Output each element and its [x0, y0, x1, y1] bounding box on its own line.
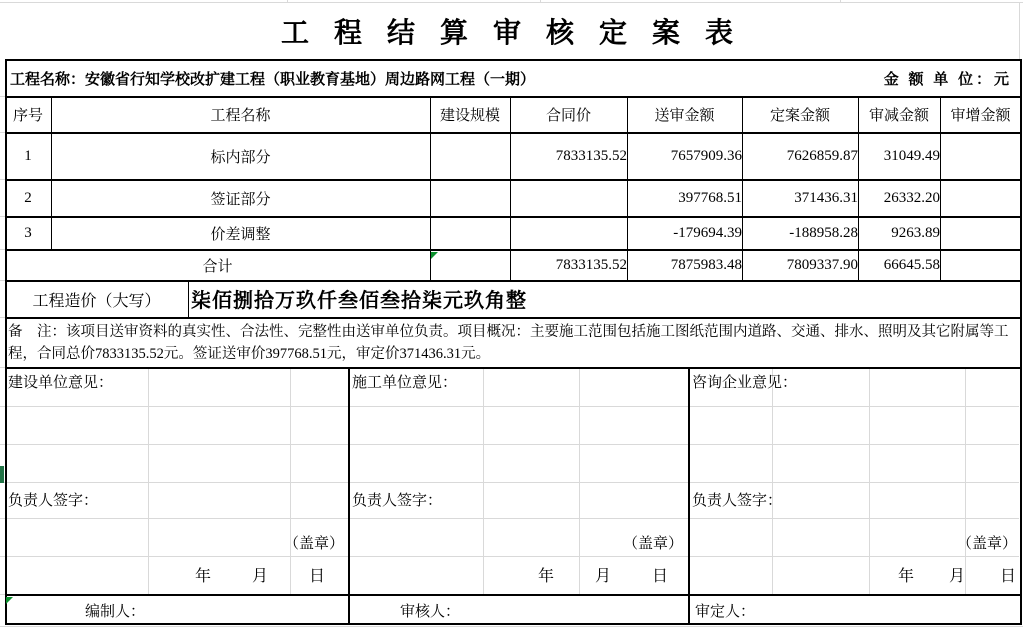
col-header-scale: 建设规模	[439, 108, 500, 124]
seal-label: （盖章）	[283, 535, 344, 552]
date-year: 年	[538, 568, 555, 585]
total-reduced-amount: 66645.58	[883, 256, 940, 273]
border-line	[5, 594, 1021, 596]
cell-reduced-amount: 9263.89	[891, 224, 940, 241]
date-line	[898, 563, 1016, 585]
grid-line	[579, 368, 580, 594]
border-line	[5, 179, 1021, 181]
opinion-title: 咨询企业意见：	[692, 374, 798, 391]
date-day: 日	[651, 568, 668, 585]
date-month: 月	[948, 568, 965, 585]
cell-submitted-amount: 7657909.36	[670, 147, 742, 164]
cell-serial: 2	[24, 189, 32, 206]
grid-line	[869, 368, 870, 594]
cell-final-amount: -188958.28	[789, 224, 858, 241]
border-line	[5, 96, 1021, 98]
border-line	[5, 317, 1021, 319]
grid-line	[6, 406, 1019, 407]
cell-serial: 3	[24, 224, 32, 241]
amount-words-value: 柒佰捌拾万玖仟叁佰叁拾柒元玖角整	[191, 290, 527, 312]
cell-submitted-amount: -179694.39	[673, 224, 742, 241]
sign-label: 负责人签字：	[8, 492, 99, 509]
opinion-title: 施工单位意见：	[352, 374, 458, 391]
col-header-submitted-amount: 送审金额	[654, 108, 715, 124]
project-name: 工程名称：安徽省行知学校改扩建工程（职业教育基地）周边路网工程（一期）	[10, 72, 536, 88]
total-final-amount: 7809337.90	[786, 256, 858, 273]
total-label: 合计	[202, 258, 233, 275]
cell-project-name: 签证部分	[210, 191, 271, 208]
approver-label: 审定人：	[695, 603, 756, 620]
border-line	[5, 623, 1021, 625]
col-header-increased-amount: 审增金额	[950, 108, 1011, 124]
amount-unit: 金 额 单 位：元	[883, 72, 1012, 88]
grid-line	[772, 368, 773, 594]
border-line	[5, 367, 1021, 369]
date-day: 日	[308, 568, 325, 585]
grid-line	[965, 368, 966, 594]
col-header-reduced-amount: 审减金额	[868, 108, 929, 124]
border-line	[5, 132, 1021, 134]
cell-serial: 1	[24, 147, 32, 164]
cell-final-amount: 7626859.87	[786, 147, 858, 164]
cell-final-amount: 371436.31	[794, 189, 858, 206]
error-indicator-triangle	[6, 597, 13, 604]
cell-contract-price: 7833135.52	[555, 147, 627, 164]
grid-line	[6, 518, 1019, 519]
col-header-final-amount: 定案金额	[769, 108, 830, 124]
date-year: 年	[898, 568, 915, 585]
cell-project-name: 价差调整	[210, 226, 271, 243]
cell-project-name: 标内部分	[210, 149, 271, 166]
cell-submitted-amount: 397768.51	[678, 189, 742, 206]
error-indicator-triangle	[431, 252, 438, 259]
date-month: 月	[594, 568, 611, 585]
sign-label: 负责人签字：	[352, 492, 443, 509]
seal-label: （盖章）	[622, 535, 683, 552]
col-header-contract-price: 合同价	[545, 108, 591, 124]
total-contract-price: 7833135.52	[555, 256, 627, 273]
form-title: 工 程 结 算 审 核 定 案 表	[280, 18, 742, 49]
border-line	[688, 367, 690, 625]
date-year: 年	[195, 568, 212, 585]
grid-line	[6, 482, 1019, 483]
grid-line	[483, 368, 484, 594]
sign-label: 负责人签字：	[692, 492, 783, 509]
col-header-project-name: 工程名称	[210, 108, 271, 124]
date-day: 日	[999, 568, 1016, 585]
grid-line	[1019, 2, 1020, 59]
date-line	[195, 563, 325, 585]
grid-line	[148, 368, 149, 594]
grid-line	[6, 556, 1019, 557]
date-line	[538, 563, 668, 585]
remark-text: 备 注：该项目送审资料的真实性、合法性、完整性由送审单位负责。项目概况：主要施工范围包括施工图纸范围内道路、交通、排水、照明及其它附属等工程，合同总价7833135.52元。签证送审价397768.51元，审定价371436.31元。	[8, 324, 1009, 362]
preparer-label: 编制人：	[85, 603, 146, 620]
seal-label: （盖章）	[956, 535, 1017, 552]
grid-line	[6, 444, 1019, 445]
opinion-title: 建设单位意见：	[8, 374, 114, 391]
border-line	[1020, 59, 1022, 625]
grid-line	[290, 368, 291, 594]
date-month: 月	[251, 568, 268, 585]
col-header-serial: 序号	[12, 108, 43, 124]
grid-line	[0, 2, 1023, 3]
border-line	[5, 59, 1021, 61]
cell-reduced-amount: 31049.49	[883, 147, 940, 164]
cell-reduced-amount: 26332.20	[883, 189, 940, 206]
reviewer-label: 审核人：	[400, 603, 461, 620]
selection-marker	[0, 466, 4, 483]
border-line	[348, 367, 350, 625]
total-submitted-amount: 7875983.48	[670, 256, 742, 273]
amount-words-label: 工程造价（大写）	[32, 292, 161, 310]
border-line	[188, 280, 189, 319]
